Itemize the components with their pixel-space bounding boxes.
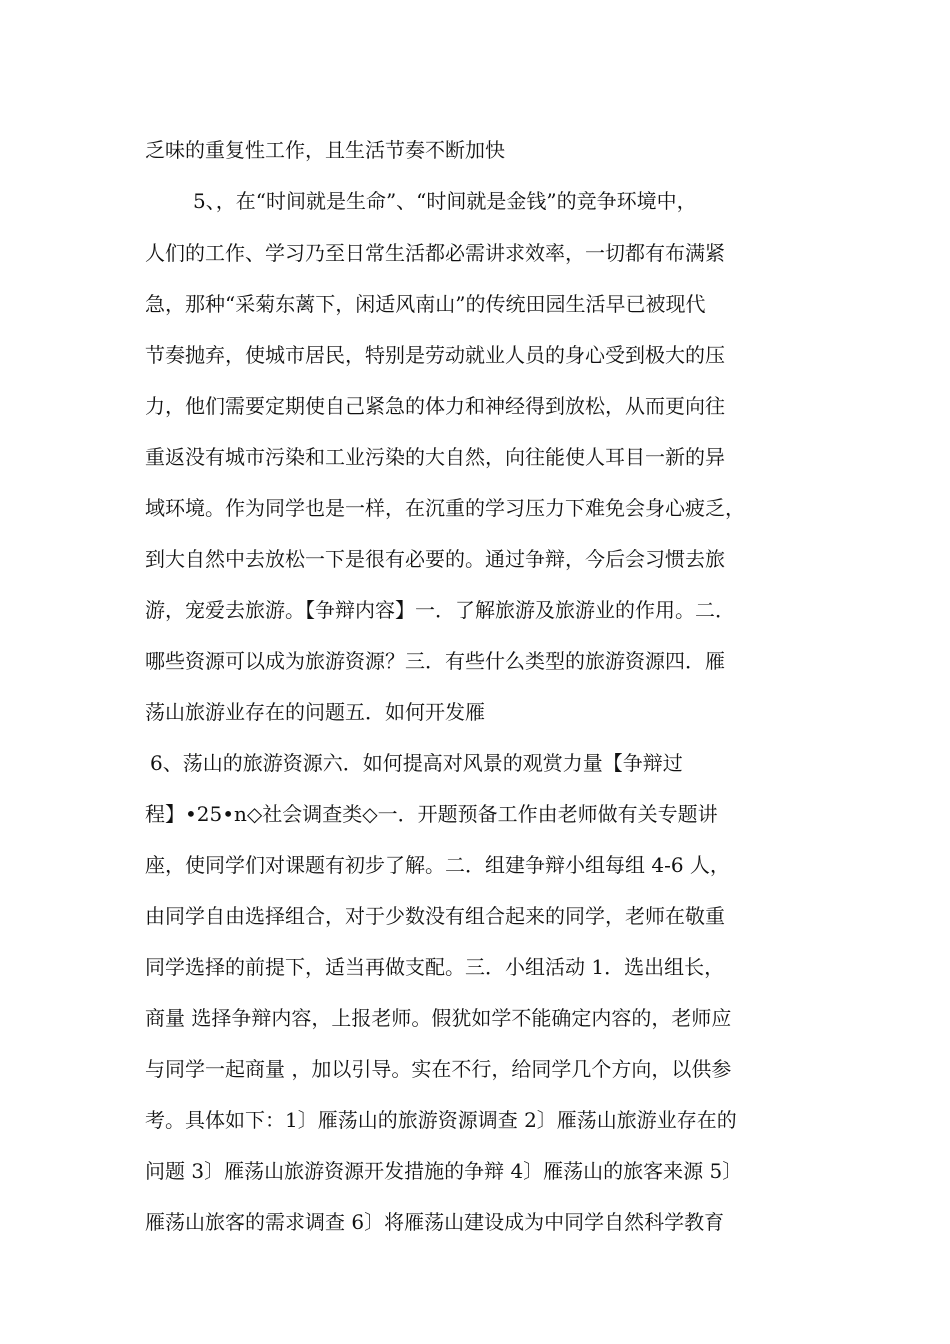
text-line: 6、荡山的旅游资源六．如何提高对风景的观赏力量【争辩过 <box>150 751 683 775</box>
text-line: 与同学一起商量 ，加以引导。实在不行，给同学几个方向，以供参 <box>145 1057 732 1081</box>
text-line: 域环境。作为同学也是一样，在沉重的学习压力下难免会身心疲乏， <box>145 496 745 520</box>
text-line: 雁荡山旅客的需求调查 6〕将雁荡山建设成为中同学自然科学教育 <box>145 1210 725 1234</box>
text-line: 问题 3〕雁荡山旅游资源开发措施的争辩 4〕雁荡山的旅客来源 5〕 <box>145 1159 743 1183</box>
text-line: 考。具体如下：1〕雁荡山的旅游资源调查 2〕雁荡山旅游业存在的 <box>145 1108 737 1132</box>
text-line: 荡山旅游业存在的问题五．如何开发雁 <box>145 700 485 724</box>
text-line: 重返没有城市污染和工业污染的大自然，向往能使人耳目一新的异 <box>145 445 725 469</box>
text-line: 由同学自由选择组合，对于少数没有组合起来的同学，老师在敬重 <box>145 904 725 928</box>
text-line: 急，那种“采菊东蓠下，闲适风南山”的传统田园生活早已被现代 <box>145 292 706 316</box>
text-line: 力，他们需要定期使自己紧急的体力和神经得到放松，从而更向往 <box>145 394 725 418</box>
text-line: 到大自然中去放松一下是很有必要的。通过争辩，今后会习惯去旅 <box>145 547 725 571</box>
text-line: 5、，在“时间就是生命”、“时间就是金钱”的竞争环境中， <box>193 189 697 213</box>
text-line: 程】•25•n◇社会调查类◇一．开题预备工作由老师做有关专题讲 <box>145 802 718 826</box>
text-line: 哪些资源可以成为旅游资源？三．有些什么类型的旅游资源四．雁 <box>145 649 725 673</box>
text-line: 乏味的重复性工作，且生活节奏不断加快 <box>145 138 505 162</box>
text-line: 同学选择的前提下，适当再做支配。三．小组活动 1．选出组长， <box>145 955 725 979</box>
text-line: 人们的工作、学习乃至日常生活都必需讲求效率，一切都有布满紧 <box>145 241 725 265</box>
text-line: 游，宠爱去旅游。【争辩内容】一．了解旅游及旅游业的作用。二． <box>145 598 735 622</box>
text-line: 座，使同学们对课题有初步了解。二．组建争辩小组每组 4-6 人， <box>145 853 730 877</box>
text-line: 商量 选择争辩内容，上报老师。假犹如学不能确定内容的，老师应 <box>145 1006 732 1030</box>
text-line: 节奏抛弃，使城市居民，特别是劳动就业人员的身心受到极大的压 <box>145 343 725 367</box>
